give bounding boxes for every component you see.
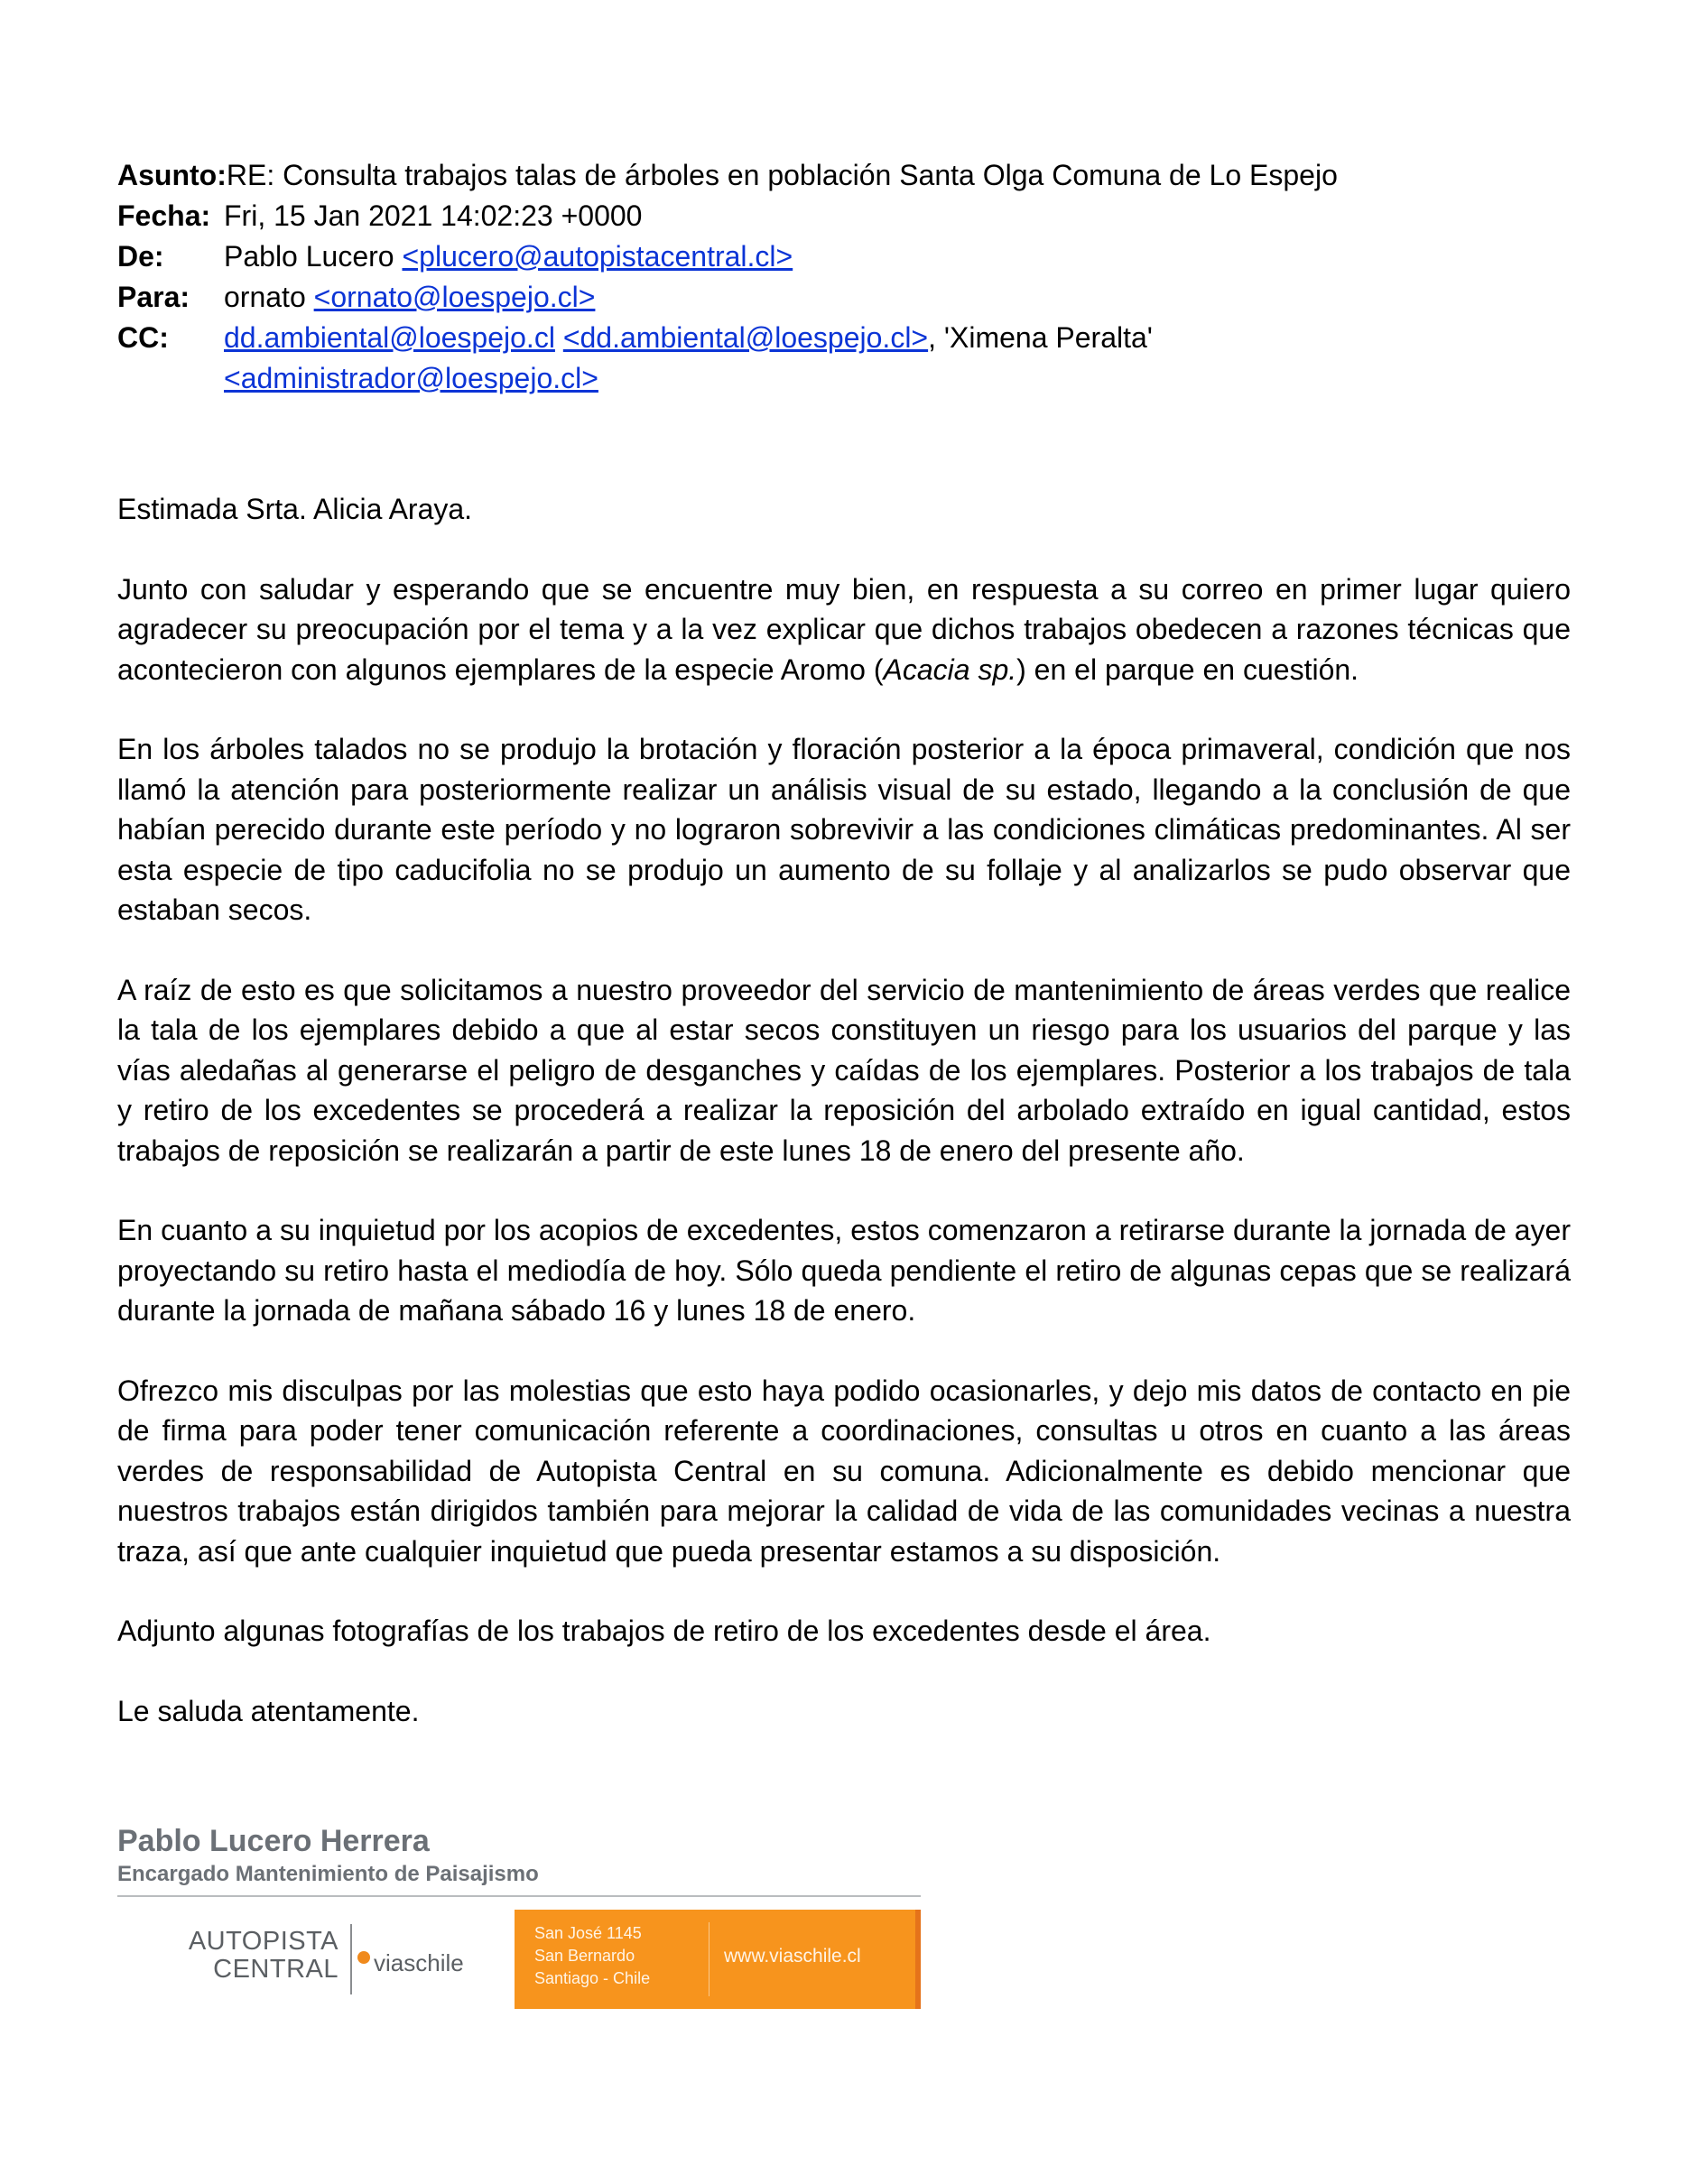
email-body bbox=[117, 489, 1571, 1731]
paragraph-2: En los árboles talados no se produjo la brotación y floración posterior a la época primaveral, condición que nos llamó la atención para posteriormente realizar un análisis visual de su estado, llegando a la conclusión de que habían perecido durante este período y no lograron sobrevivir a las condiciones climáticas predominantes. Al ser esta especie de tipo caducifolia no se produjo un aumento de su follaje y al analizarlos se pudo observar que estaban secos. bbox=[117, 733, 1571, 926]
paragraph-1-text-a: Junto con saludar y esperando que se encuentre muy bien, en respuesta a su correo en primer lugar quiero agradecer su preocupación por el tema y a la vez explicar que dichos trabajos obedecen a razones técnicas que acontecieron con algunos ejemplares de la especie Aromo ( bbox=[117, 572, 1571, 686]
paragraph-1-text-b: ) en el parque en cuestión. bbox=[1016, 652, 1359, 686]
viaschile-dot-icon bbox=[357, 1951, 370, 1964]
from-name: Pablo Lucero bbox=[224, 240, 394, 273]
to-label: Para: bbox=[117, 281, 190, 313]
autopista-central-logo bbox=[185, 1928, 339, 1984]
cc-row bbox=[117, 318, 1571, 399]
to-value bbox=[224, 277, 1571, 318]
paragraph-4: En cuanto a su inquietud por los acopios de excedentes, estos comenzaron a retirarse durante la jornada de ayer proyectando su retiro hasta el mediodía de hoy. Sólo queda pendiente el retiro de algunas cepas que se realizará durante la jornada de mañana sábado 16 y lunes 18 de enero. bbox=[117, 1214, 1571, 1327]
closing: Le saluda atentamente. bbox=[117, 1694, 420, 1727]
from-value bbox=[224, 236, 1571, 277]
subject-label: Asunto: bbox=[117, 159, 227, 191]
cc-1-name-link[interactable]: dd.ambiental@loespejo.cl bbox=[224, 321, 555, 354]
from-row bbox=[117, 236, 1571, 277]
email-document bbox=[117, 155, 1571, 1771]
signature-role: Encargado Mantenimiento de Paisajismo bbox=[117, 1862, 539, 1886]
email-signature bbox=[117, 1823, 921, 1987]
signature-banner bbox=[117, 1910, 921, 2009]
viaschile-logo bbox=[357, 1949, 464, 1977]
cc-separator: , 'Ximena Peralta' bbox=[928, 321, 1153, 354]
from-label: De: bbox=[117, 240, 164, 273]
logo-divider bbox=[350, 1924, 352, 1994]
to-row bbox=[117, 277, 1571, 318]
cc-label: CC: bbox=[117, 321, 169, 354]
date-row bbox=[117, 196, 1571, 236]
signature-name: Pablo Lucero Herrera bbox=[117, 1824, 430, 1858]
greeting: Estimada Srta. Alicia Araya. bbox=[117, 493, 473, 525]
panel-divider bbox=[709, 1922, 710, 1996]
address-line-2: San Bernardo bbox=[534, 1947, 635, 1965]
to-email-link[interactable]: <ornato@loespejo.cl> bbox=[313, 281, 596, 313]
paragraph-6: Adjunto algunas fotografías de los trabajos de retiro de los excedentes desde el área. bbox=[117, 1615, 1211, 1647]
subject-value: RE: Consulta trabajos talas de árboles en población Santa Olga Comuna de Lo Espejo bbox=[226, 159, 1338, 191]
email-header bbox=[117, 155, 1571, 399]
address-line-3: Santiago - Chile bbox=[534, 1969, 651, 1987]
paragraph-3: A raíz de esto es que solicitamos a nuestro proveedor del servicio de mantenimiento de áreas verdes que realice la tala de los ejemplares debido a que al estar secos constituyen un riesgo para los usuarios del parque y las vías aledañas al generarse el peligro de desganches y caídas de los ejemplares. Posterior a los trabajos de tala y retiro de los excedentes se procederá a realizar la reposición del arbolado extraído en igual cantidad, estos trabajos de reposición se realizarán a partir de este lunes 18 de enero del presente año. bbox=[117, 973, 1571, 1167]
cc-value bbox=[224, 318, 1571, 399]
species-name: Acacia sp. bbox=[883, 652, 1017, 686]
date-label: Fecha: bbox=[117, 199, 211, 232]
date-value: Fri, 15 Jan 2021 14:02:23 +0000 bbox=[224, 199, 643, 232]
contact-panel bbox=[515, 1910, 921, 2009]
logo-line-1: AUTOPISTA bbox=[188, 1927, 339, 1956]
address-line-1: San José 1145 bbox=[534, 1924, 642, 1942]
paragraph-1 bbox=[117, 569, 1571, 690]
signature-divider bbox=[117, 1895, 921, 1897]
subject-row bbox=[117, 155, 1571, 196]
logo-line-2: CENTRAL bbox=[213, 1955, 339, 1984]
cc-2-email-link[interactable]: <administrador@loespejo.cl> bbox=[224, 362, 598, 394]
viaschile-text: viaschile bbox=[374, 1949, 464, 1976]
address-block bbox=[534, 1922, 650, 1990]
cc-1-email-link[interactable]: <dd.ambiental@loespejo.cl> bbox=[562, 321, 929, 354]
website-link[interactable]: www.viaschile.cl bbox=[724, 1946, 861, 1967]
from-email-link[interactable]: <plucero@autopistacentral.cl> bbox=[402, 240, 793, 273]
to-name: ornato bbox=[224, 281, 306, 313]
paragraph-5: Ofrezco mis disculpas por las molestias que esto haya podido ocasionarles, y dejo mis datos de contacto en pie de firma para poder tener comunicación referente a coordinaciones, consultas u otros en cuanto a las áreas verdes de responsabilidad de Autopista Central en su comuna. Adicionalmente es debido mencionar que nuestros trabajos están dirigidos también para mejorar la calidad de vida de las comunidades vecinas a nuestra traza, así que ante cualquier inquietud que pueda presentar estamos a su disposición. bbox=[117, 1374, 1571, 1568]
